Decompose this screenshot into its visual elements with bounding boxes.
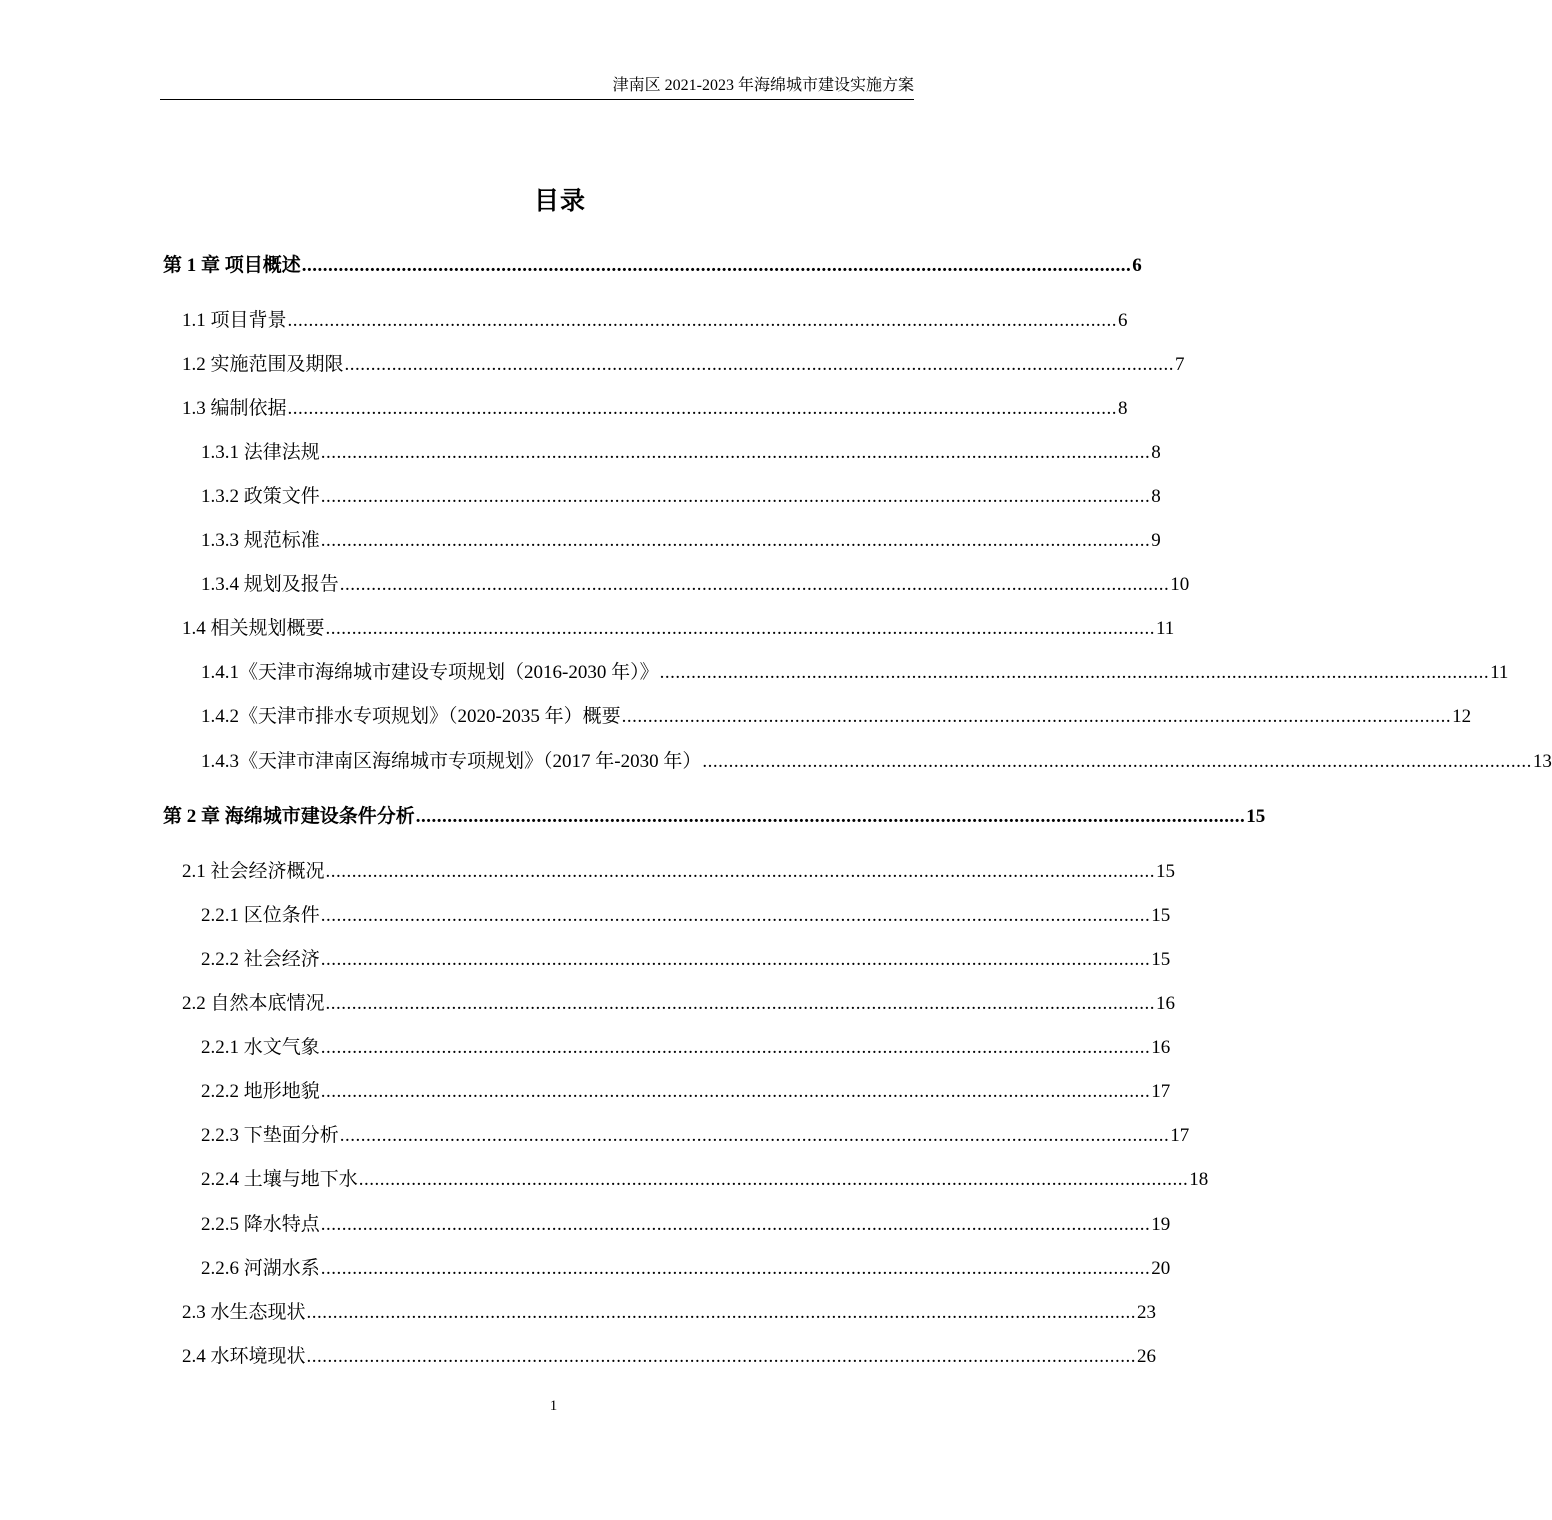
- toc-subsection-entry[interactable]: [201, 1122, 1190, 1150]
- toc-subsection-entry[interactable]: [201, 703, 1472, 731]
- toc-entry-label: 2.1 社会经济概况: [182, 861, 325, 882]
- toc-dot-leader: ..............................................................................................................................................................: [287, 398, 1118, 419]
- toc-entry-label: 2.2.5 降水特点: [201, 1214, 320, 1235]
- toc-dot-leader: ..............................................................................................................................................................: [320, 949, 1151, 970]
- toc-dot-leader: ..............................................................................................................................................................: [339, 1125, 1170, 1146]
- toc-entry-label: 1.4.3《天津市津南区海绵城市专项规划》（2017 年-2030 年）: [201, 751, 702, 772]
- toc-dot-leader: ..............................................................................................................................................................: [306, 1302, 1137, 1323]
- toc-subsection-entry[interactable]: [201, 571, 1190, 599]
- toc-page-number: 6: [1132, 255, 1142, 276]
- toc-page-number: 19: [1151, 1214, 1171, 1235]
- toc-page-number: 26: [1137, 1346, 1157, 1367]
- toc-entry-label: 2.2.2 地形地貌: [201, 1081, 320, 1102]
- toc-dot-leader: ..............................................................................................................................................................: [320, 530, 1151, 551]
- toc-subsection-entry[interactable]: [201, 1255, 1171, 1283]
- toc-entry-label: 1.3.1 法律法规: [201, 442, 320, 463]
- toc-dot-leader: ..............................................................................................................................................................: [325, 618, 1156, 639]
- toc-page-number: 15: [1151, 949, 1171, 970]
- running-header: 津南区 2021-2023 年海绵城市建设实施方案: [612, 77, 914, 94]
- toc-chapter-entry[interactable]: [163, 252, 1142, 280]
- toc-dot-leader: ..............................................................................................................................................................: [702, 751, 1532, 772]
- toc-subsection-entry[interactable]: [201, 1211, 1171, 1239]
- toc-subsection-entry[interactable]: [201, 946, 1171, 974]
- toc-dot-leader: ..............................................................................................................................................................: [325, 993, 1156, 1014]
- toc-chapter-entry[interactable]: [163, 803, 1266, 831]
- toc-page-number: 23: [1137, 1302, 1157, 1323]
- page-number: 1: [549, 1398, 558, 1414]
- toc-page-number: 11: [1490, 662, 1509, 683]
- toc-entry-label: 1.4.2《天津市排水专项规划》（2020-2035 年）概要: [201, 706, 621, 727]
- toc-dot-leader: ..............................................................................................................................................................: [320, 1037, 1151, 1058]
- toc-entry-label: 2.2.1 水文气象: [201, 1037, 320, 1058]
- toc-subsection-entry[interactable]: [201, 902, 1171, 930]
- toc-entry-label: 1.3.4 规划及报告: [201, 574, 339, 595]
- toc-section-entry[interactable]: [182, 615, 1175, 643]
- toc-entry-label: 1.3.2 政策文件: [201, 486, 320, 507]
- toc-page-number: 17: [1170, 1125, 1190, 1146]
- toc-dot-leader: ..............................................................................................................................................................: [320, 1258, 1151, 1279]
- toc-dot-leader: ..............................................................................................................................................................: [325, 861, 1156, 882]
- toc-subsection-entry[interactable]: [201, 1078, 1171, 1106]
- toc-entry-label: 1.3 编制依据: [182, 398, 287, 419]
- toc-section-entry[interactable]: [182, 1343, 1157, 1371]
- toc-page-number: 11: [1156, 618, 1175, 639]
- toc-page-number: 13: [1532, 751, 1552, 772]
- toc-entry-label: 1.4.1《天津市海绵城市建设专项规划（2016-2030 年）》: [201, 662, 659, 683]
- toc-section-entry[interactable]: [182, 1299, 1157, 1327]
- toc-entry-label: 2.2.1 区位条件: [201, 905, 320, 926]
- toc-page-number: 7: [1175, 354, 1185, 375]
- toc-entry-label: 2.2.2 社会经济: [201, 949, 320, 970]
- toc-page-number: 15: [1151, 905, 1171, 926]
- toc-page-number: 15: [1246, 806, 1266, 827]
- toc-dot-leader: ..............................................................................................................................................................: [320, 442, 1151, 463]
- toc-entry-label: 第 2 章 海绵城市建设条件分析: [163, 806, 415, 827]
- toc-section-entry[interactable]: [182, 395, 1128, 423]
- toc-dot-leader: ..............................................................................................................................................................: [415, 806, 1246, 827]
- toc-section-entry[interactable]: [182, 307, 1128, 335]
- toc-dot-leader: ..............................................................................................................................................................: [320, 1081, 1151, 1102]
- toc-entry-label: 2.2.3 下垫面分析: [201, 1125, 339, 1146]
- toc-subsection-entry[interactable]: [201, 483, 1161, 511]
- toc-subsection-entry[interactable]: [201, 1166, 1209, 1194]
- toc-page-number: 15: [1156, 861, 1176, 882]
- toc-dot-leader: ..............................................................................................................................................................: [301, 255, 1132, 276]
- toc-section-entry[interactable]: [182, 990, 1176, 1018]
- toc-section-entry[interactable]: [182, 858, 1176, 886]
- toc-page-number: 8: [1118, 398, 1128, 419]
- toc-section-entry[interactable]: [182, 351, 1185, 379]
- toc-entry-label: 1.2 实施范围及期限: [182, 354, 344, 375]
- toc-subsection-entry[interactable]: [201, 1034, 1171, 1062]
- toc-page-number: 8: [1151, 486, 1161, 507]
- toc-page-number: 6: [1118, 310, 1128, 331]
- toc-dot-leader: ..............................................................................................................................................................: [344, 354, 1175, 375]
- toc-page-number: 10: [1170, 574, 1190, 595]
- toc-dot-leader: ..............................................................................................................................................................: [287, 310, 1118, 331]
- toc-dot-leader: ..............................................................................................................................................................: [339, 574, 1170, 595]
- toc-page-number: 20: [1151, 1258, 1171, 1279]
- toc-entry-label: 2.2.4 土壤与地下水: [201, 1169, 358, 1190]
- toc-page-number: 17: [1151, 1081, 1171, 1102]
- toc-dot-leader: ..............................................................................................................................................................: [621, 706, 1452, 727]
- toc-entry-label: 2.3 水生态现状: [182, 1302, 306, 1323]
- toc-page-number: 8: [1151, 442, 1161, 463]
- toc-dot-leader: ..............................................................................................................................................................: [320, 1214, 1151, 1235]
- toc-dot-leader: ..............................................................................................................................................................: [306, 1346, 1137, 1367]
- toc-subsection-entry[interactable]: [201, 439, 1161, 467]
- toc-page-number: 12: [1452, 706, 1472, 727]
- toc-entry-label: 第 1 章 项目概述: [163, 255, 301, 276]
- toc-subsection-entry[interactable]: [201, 659, 1509, 687]
- toc-entry-label: 2.4 水环境现状: [182, 1346, 306, 1367]
- toc-page-number: 16: [1151, 1037, 1171, 1058]
- toc-dot-leader: ..............................................................................................................................................................: [320, 905, 1151, 926]
- toc-subsection-entry[interactable]: [201, 748, 1552, 776]
- toc-page-number: 18: [1189, 1169, 1209, 1190]
- toc-title: 目录: [533, 188, 586, 215]
- toc-entry-label: 2.2 自然本底情况: [182, 993, 325, 1014]
- toc-subsection-entry[interactable]: [201, 527, 1161, 555]
- toc-entry-label: 1.3.3 规范标准: [201, 530, 320, 551]
- toc-entry-label: 1.1 项目背景: [182, 310, 287, 331]
- toc-dot-leader: ..............................................................................................................................................................: [659, 662, 1490, 683]
- toc-dot-leader: ..............................................................................................................................................................: [320, 486, 1151, 507]
- toc-page-number: 9: [1151, 530, 1161, 551]
- toc-page-number: 16: [1156, 993, 1176, 1014]
- toc-entry-label: 1.4 相关规划概要: [182, 618, 325, 639]
- toc-entry-label: 2.2.6 河湖水系: [201, 1258, 320, 1279]
- toc-dot-leader: ..............................................................................................................................................................: [358, 1169, 1189, 1190]
